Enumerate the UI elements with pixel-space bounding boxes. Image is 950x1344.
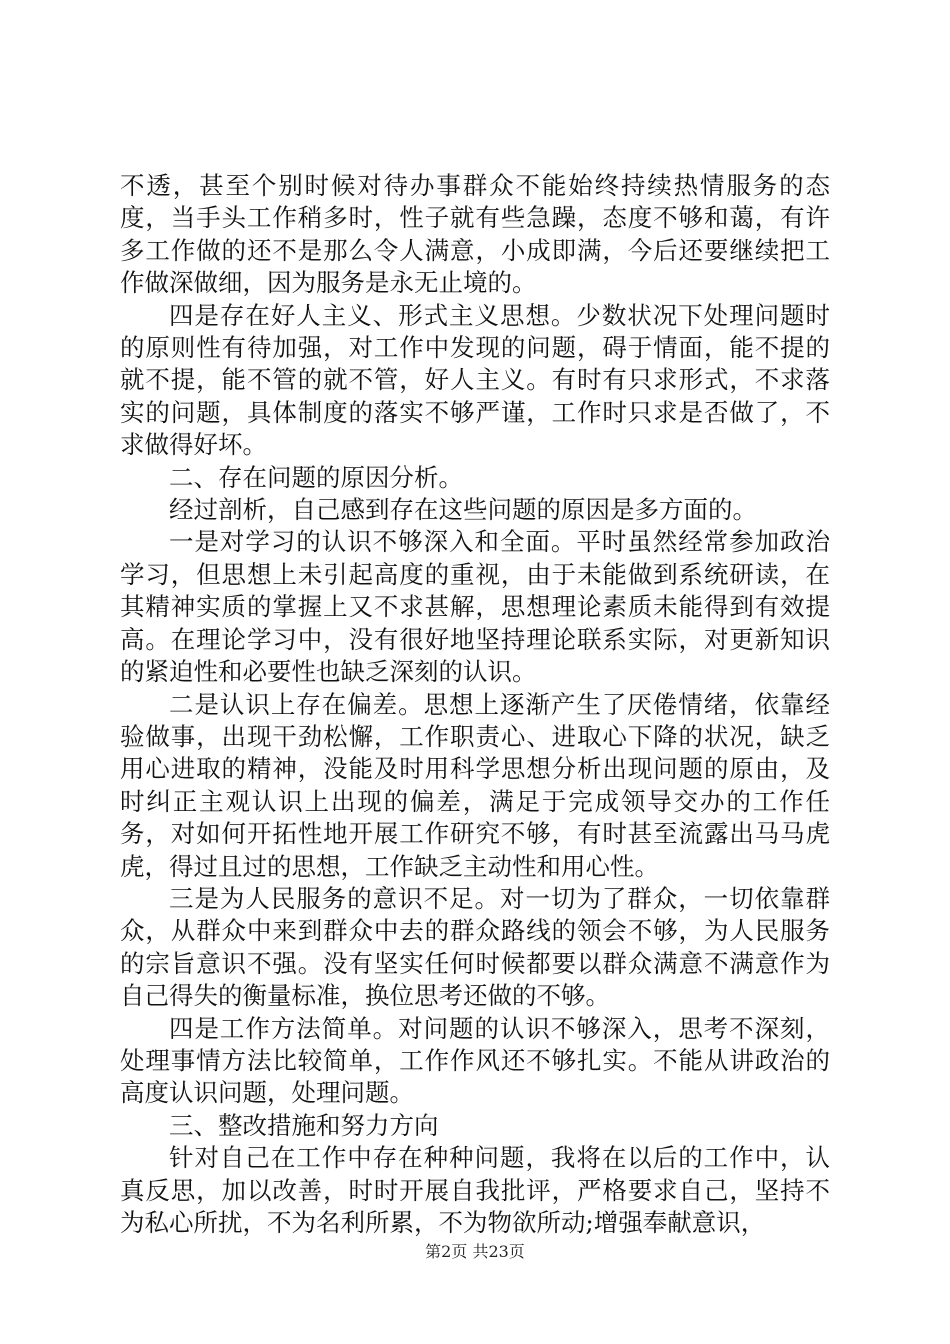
paragraph-5: 二是认识上存在偏差。思想上逐渐产生了厌倦情绪，依靠经验做事，出现干劲松懈，工作职责心、进取心下降的状况，缺乏用心进取的精神，没能及时用科学思想分析出现问题的原由，及时纠正主观认识上出现的偏差，满足于完成领导交办的工作任务，对如何开拓性地开展工作研究不够，有时甚至流露出马马虎虎，得过且过的思想，工作缺乏主动性和用心性。 [120, 689, 830, 881]
section-heading-2: 二、存在问题的原因分析。 [169, 462, 463, 492]
page-footer: 第2页 共23页 [425, 1242, 525, 1261]
paragraph-3: 经过剖析，自己感到存在这些问题的原因是多方面的。 [169, 495, 757, 525]
paragraph-1: 不透，甚至个别时候对待办事群众不能始终持续热情服务的态度，当手头工作稍多时，性子就有些急躁，态度不够和蔼，有许多工作做的还不是那么令人满意，小成即满，今后还要继续把工作做深做细，因为服务是永无止境的。 [120, 171, 830, 298]
paragraph-7: 四是工作方法简单。对问题的认识不够深入，思考不深刻，处理事情方法比较简单，工作作风还不够扎实。不能从讲政治的高度认识问题，处理问题。 [120, 1013, 830, 1108]
paragraph-6: 三是为人民服务的意识不足。对一切为了群众，一切依靠群众，从群众中来到群众中去的群众路线的领会不够，为人民服务的宗旨意识不强。没有坚实任何时候都要以群众满意不满意作为自己得失的衡量标准，换位思考还做的不够。 [120, 883, 830, 1011]
section-heading-3: 三、整改措施和努力方向 [169, 1110, 439, 1140]
document-body [120, 170, 830, 1239]
paragraph-2: 四是存在好人主义、形式主义思想。少数状况下处理问题时的原则性有待加强，对工作中发现的问题，碍于情面，能不提的就不提，能不管的就不管，好人主义。有时有只求形式，不求落实的问题，具体制度的落实不够严谨，工作时只求是否做了，不求做得好坏。 [120, 300, 830, 460]
paragraph-8: 针对自己在工作中存在种种问题，我将在以后的工作中，认真反思，加以改善，时时开展自我批评，严格要求自己，坚持不为私心所扰，不为名利所累，不为物欲所动;增强奉献意识， [120, 1143, 830, 1237]
paragraph-4: 一是对学习的认识不够深入和全面。平时虽然经常参加政治学习，但思想上未引起高度的重视，由于未能做到系统研读，在其精神实质的掌握上又不求甚解，思想理论素质未能得到有效提高。在理论学习中，没有很好地坚持理论联系实际，对更新知识的紧迫性和必要性也缺乏深刻的认识。 [120, 527, 830, 687]
